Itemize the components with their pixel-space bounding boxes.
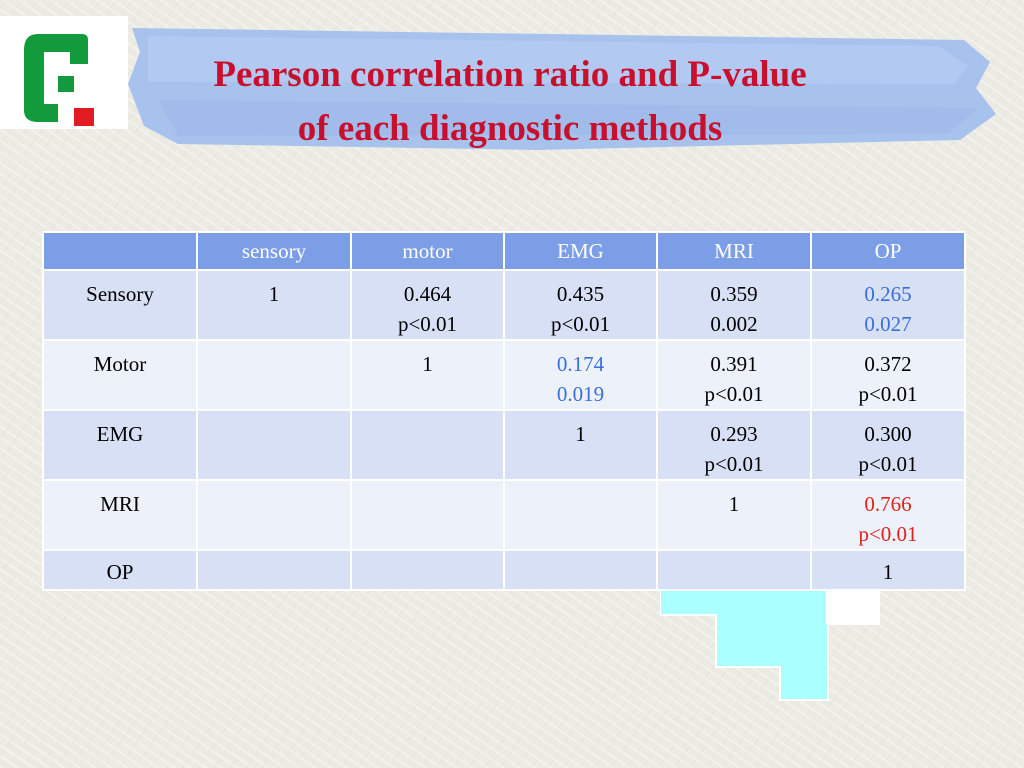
cell-p: p<0.01 xyxy=(858,522,918,546)
row-label: OP xyxy=(43,550,197,590)
table-row xyxy=(43,550,965,590)
cell-r: 0.174 xyxy=(556,352,605,376)
header-cell-emg: EMG xyxy=(504,232,657,270)
table-cell xyxy=(351,270,504,340)
table-cell xyxy=(657,550,811,590)
cell-r: 0.391 xyxy=(710,352,758,376)
cell-r: 0.435 xyxy=(556,282,605,306)
table-cell xyxy=(504,270,657,340)
correlation-table xyxy=(42,231,966,591)
row-label: EMG xyxy=(43,410,197,480)
cell-p: p<0.01 xyxy=(397,312,458,336)
header-cell-motor: motor xyxy=(351,232,504,270)
table-cell xyxy=(351,410,504,480)
table-cell-highlight xyxy=(811,270,965,340)
cell-r: 0.265 xyxy=(864,282,912,306)
table-row xyxy=(43,340,965,410)
header-cell-mri: MRI xyxy=(657,232,811,270)
table-cell xyxy=(197,410,351,480)
row-label: Sensory xyxy=(43,270,197,340)
table-cell xyxy=(811,550,965,590)
table-cell xyxy=(351,480,504,550)
cell-p: 0.019 xyxy=(556,382,605,406)
cell-p: p<0.01 xyxy=(704,382,764,406)
table-cell xyxy=(657,270,811,340)
cell-p: 0.002 xyxy=(710,312,758,336)
header-cell-sensory: sensory xyxy=(197,232,351,270)
table-cell xyxy=(197,480,351,550)
table-cell xyxy=(504,480,657,550)
table-cell xyxy=(351,550,504,590)
row-label: Motor xyxy=(43,340,197,410)
cell-r: 1 xyxy=(575,422,586,446)
slide-title xyxy=(130,48,890,156)
table-cell xyxy=(197,340,351,410)
header-cell-corner xyxy=(43,232,197,270)
table-cell xyxy=(351,340,504,410)
table-cell xyxy=(811,410,965,480)
table-cell-highlight xyxy=(811,480,965,550)
table-row xyxy=(43,270,965,340)
table-cell xyxy=(657,340,811,410)
title-line-1: Pearson correlation ratio and P-value xyxy=(213,54,807,95)
table-cell xyxy=(657,480,811,550)
header-cell-op: OP xyxy=(811,232,965,270)
cell-p: p<0.01 xyxy=(550,312,611,336)
cell-r: 0.293 xyxy=(710,422,758,446)
table-cell xyxy=(197,270,351,340)
cell-r: 0.300 xyxy=(864,422,912,446)
cell-p: p<0.01 xyxy=(858,382,918,406)
table-header-row xyxy=(43,232,965,270)
logo xyxy=(0,16,128,129)
table-cell xyxy=(811,340,965,410)
cell-r: 0.766 xyxy=(864,492,912,516)
cell-r: 0.359 xyxy=(710,282,758,306)
table-row xyxy=(43,410,965,480)
table-cell xyxy=(504,550,657,590)
table-cell xyxy=(504,410,657,480)
cell-r: 1 xyxy=(422,352,433,376)
table-cell xyxy=(657,410,811,480)
hospital-cross-logo-icon xyxy=(0,16,128,129)
row-label: MRI xyxy=(43,480,197,550)
table-row xyxy=(43,480,965,550)
cell-r: 1 xyxy=(268,282,280,306)
cell-p: p<0.01 xyxy=(858,452,918,476)
table-cell-highlight xyxy=(504,340,657,410)
cell-r: 0.372 xyxy=(864,352,912,376)
cell-r: 1 xyxy=(728,492,740,516)
cell-p: p<0.01 xyxy=(704,452,764,476)
table-cell xyxy=(197,550,351,590)
title-line-2: of each diagnostic methods xyxy=(297,108,723,149)
cell-r: 1 xyxy=(882,560,894,584)
cell-r: 0.464 xyxy=(403,282,452,306)
cell-p: 0.027 xyxy=(864,312,912,336)
